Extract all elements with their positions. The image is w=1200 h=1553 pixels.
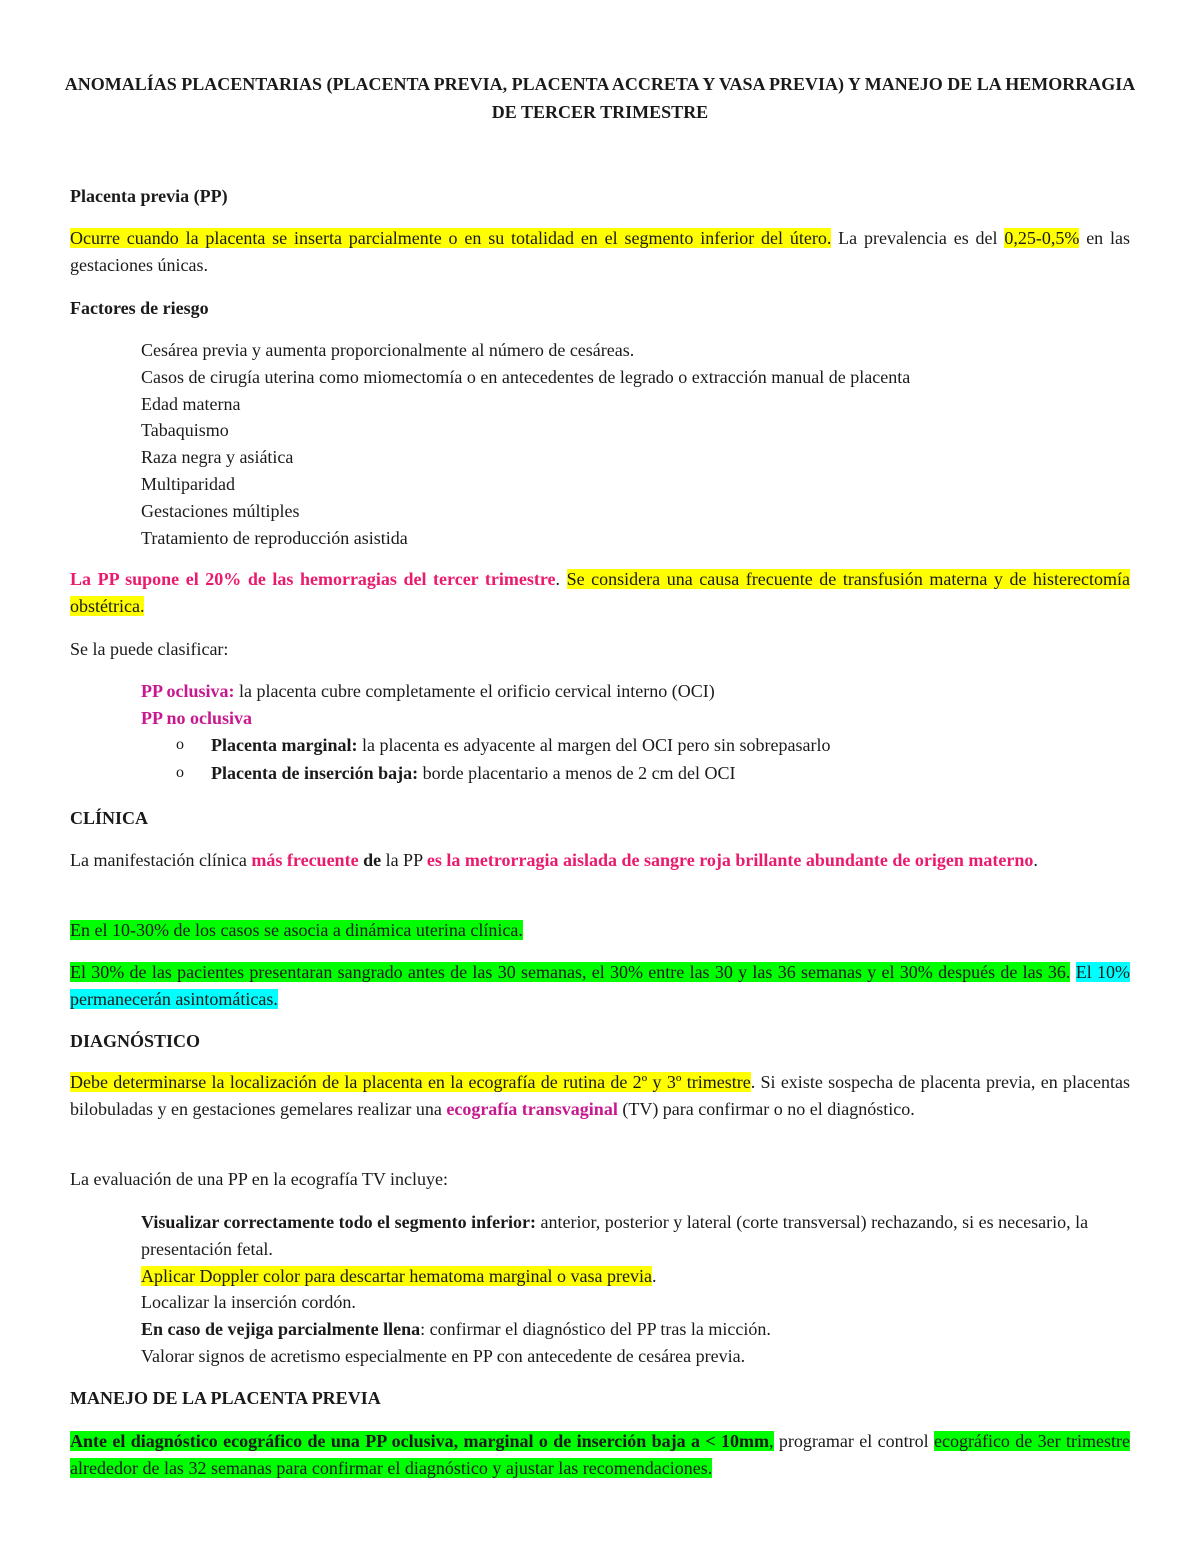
pp-definition-highlight: Ocurre cuando la placenta se inserta parcialmente o en su totalidad en el segmento inferior del útero.: [70, 228, 832, 248]
list-item-no-oclusiva: PP no oclusiva: [70, 705, 1130, 732]
pp-hemorrhage-highlight: Se considera una causa frecuente de transfusión materna y de histerectomía obstétrica.: [70, 569, 1130, 616]
bullet-icon: [114, 364, 126, 391]
clinica-paragraph-2: En el 10-30% de los casos se asocia a dinámica uterina clínica.: [70, 920, 523, 940]
pp-hemorrhage-paragraph: La PP supone el 20% de las hemorragias del tercer trimestre. Se considera una causa frecuente de transfusión materna y de histerectomía obstétrica.: [70, 569, 1130, 616]
pp-hemorrhage-pink: La PP supone el 20% de las hemorragias del tercer trimestre: [70, 569, 556, 589]
section-heading-clinica: CLÍNICA: [70, 808, 149, 828]
bullet-icon: [114, 1289, 126, 1316]
circle-bullet-icon: o: [176, 764, 184, 781]
list-item: Edad materna: [70, 391, 1130, 418]
list-item: Aplicar Doppler color para descartar hematoma marginal o vasa previa.: [70, 1263, 1130, 1290]
diagnostico-paragraph-1: Debe determinarse la localización de la placenta en la ecografía de rutina de 2º y 3º trimestre. Si existe sospecha de placenta previa, en placentas bilobuladas y en gestaciones gemelares realizar una ecografía transvaginal (TV) para confirmar o no el diagnóstico.: [70, 1072, 1130, 1119]
section-heading-diagnostico: DIAGNÓSTICO: [70, 1031, 201, 1051]
bullet-icon: [114, 444, 126, 471]
classify-intro: Se la puede clasificar:: [70, 639, 229, 659]
bullet-icon: [114, 1263, 126, 1290]
bullet-icon: [114, 498, 126, 525]
bullet-icon: [114, 1343, 126, 1370]
document-title: ANOMALÍAS PLACENTARIAS (PLACENTA PREVIA, PLACENTA ACCRETA Y VASA PREVIA) Y MANEJO DE LA HEMORRAGIA DE TERCER TRIMESTRE: [64, 74, 1136, 122]
classification-list: [70, 678, 1130, 732]
list-item: Gestaciones múltiples: [70, 498, 1130, 525]
section-heading-risk-factors: Factores de riesgo: [70, 298, 209, 318]
clinica-paragraph-3: El 30% de las pacientes presentaran sangrado antes de las 30 semanas, el 30% entre las 30 y las 36 semanas y el 30% después de las 36. El 10% permanecerán asintomáticas.: [70, 962, 1131, 1009]
list-item: Localizar la inserción cordón.: [70, 1289, 1130, 1316]
pp-definition-text-a: La prevalencia es del: [831, 228, 1005, 248]
pp-definition-text-b: en las gestaciones únicas.: [70, 228, 1131, 275]
bullet-icon: [114, 1316, 126, 1343]
bullet-icon: [114, 337, 126, 364]
bullet-icon: [114, 705, 126, 732]
circle-bullet-icon: o: [176, 736, 184, 753]
list-item-oclusiva: PP oclusiva: la placenta cubre completamente el orificio cervical interno (OCI): [70, 678, 1130, 705]
list-item: Multiparidad: [70, 471, 1130, 498]
list-item: En caso de vejiga parcialmente llena: confirmar el diagnóstico del PP tras la micción.: [70, 1316, 1130, 1343]
bullet-icon: [114, 1209, 126, 1236]
list-item-marginal: o Placenta marginal: la placenta es adyacente al margen del OCI pero sin sobrepasarlo: [70, 731, 1130, 759]
list-item-insercion-baja: o Placenta de inserción baja: borde placentario a menos de 2 cm del OCI: [70, 759, 1130, 787]
no-oclusiva-sublist: [70, 731, 1130, 787]
diagnostico-list: [70, 1209, 1130, 1370]
bullet-icon: [114, 417, 126, 444]
bullet-icon: [114, 678, 126, 705]
manejo-paragraph: Ante el diagnóstico ecográfico de una PP oclusiva, marginal o de inserción baja a < 10mm, programar el control ecográfico de 3er trimestre alrededor de las 32 semanas para confirmar el diagnóstico y ajustar las recomendaciones.: [70, 1431, 1131, 1478]
list-item: Cesárea previa y aumenta proporcionalmente al número de cesáreas.: [70, 337, 1130, 364]
diagnostico-paragraph-2: La evaluación de una PP en la ecografía TV incluye:: [70, 1169, 449, 1189]
section-heading-placenta-previa: Placenta previa (PP): [70, 186, 228, 206]
risk-factor-list: [70, 337, 1130, 551]
bullet-icon: [114, 391, 126, 418]
clinica-paragraph-1: La manifestación clínica más frecuente de la PP es la metrorragia aislada de sangre roja brillante abundante de origen materno.: [70, 850, 1038, 870]
section-heading-manejo: MANEJO DE LA PLACENTA PREVIA: [70, 1388, 381, 1408]
pp-definition-paragraph: [70, 225, 1130, 279]
list-item: Casos de cirugía uterina como miomectomía o en antecedentes de legrado o extracción manual de placenta: [70, 364, 1130, 391]
list-item: Tratamiento de reproducción asistida: [70, 525, 1130, 552]
pp-prevalence-highlight: 0,25-0,5%: [1004, 228, 1080, 248]
bullet-icon: [114, 525, 126, 552]
list-item: Raza negra y asiática: [70, 444, 1130, 471]
list-item: Tabaquismo: [70, 417, 1130, 444]
bullet-icon: [114, 471, 126, 498]
list-item: Valorar signos de acretismo especialmente en PP con antecedente de cesárea previa.: [70, 1343, 1130, 1370]
list-item: Visualizar correctamente todo el segmento inferior: anterior, posterior y lateral (corte transversal) rechazando, si es necesario, la presentación fetal.: [70, 1209, 1130, 1263]
